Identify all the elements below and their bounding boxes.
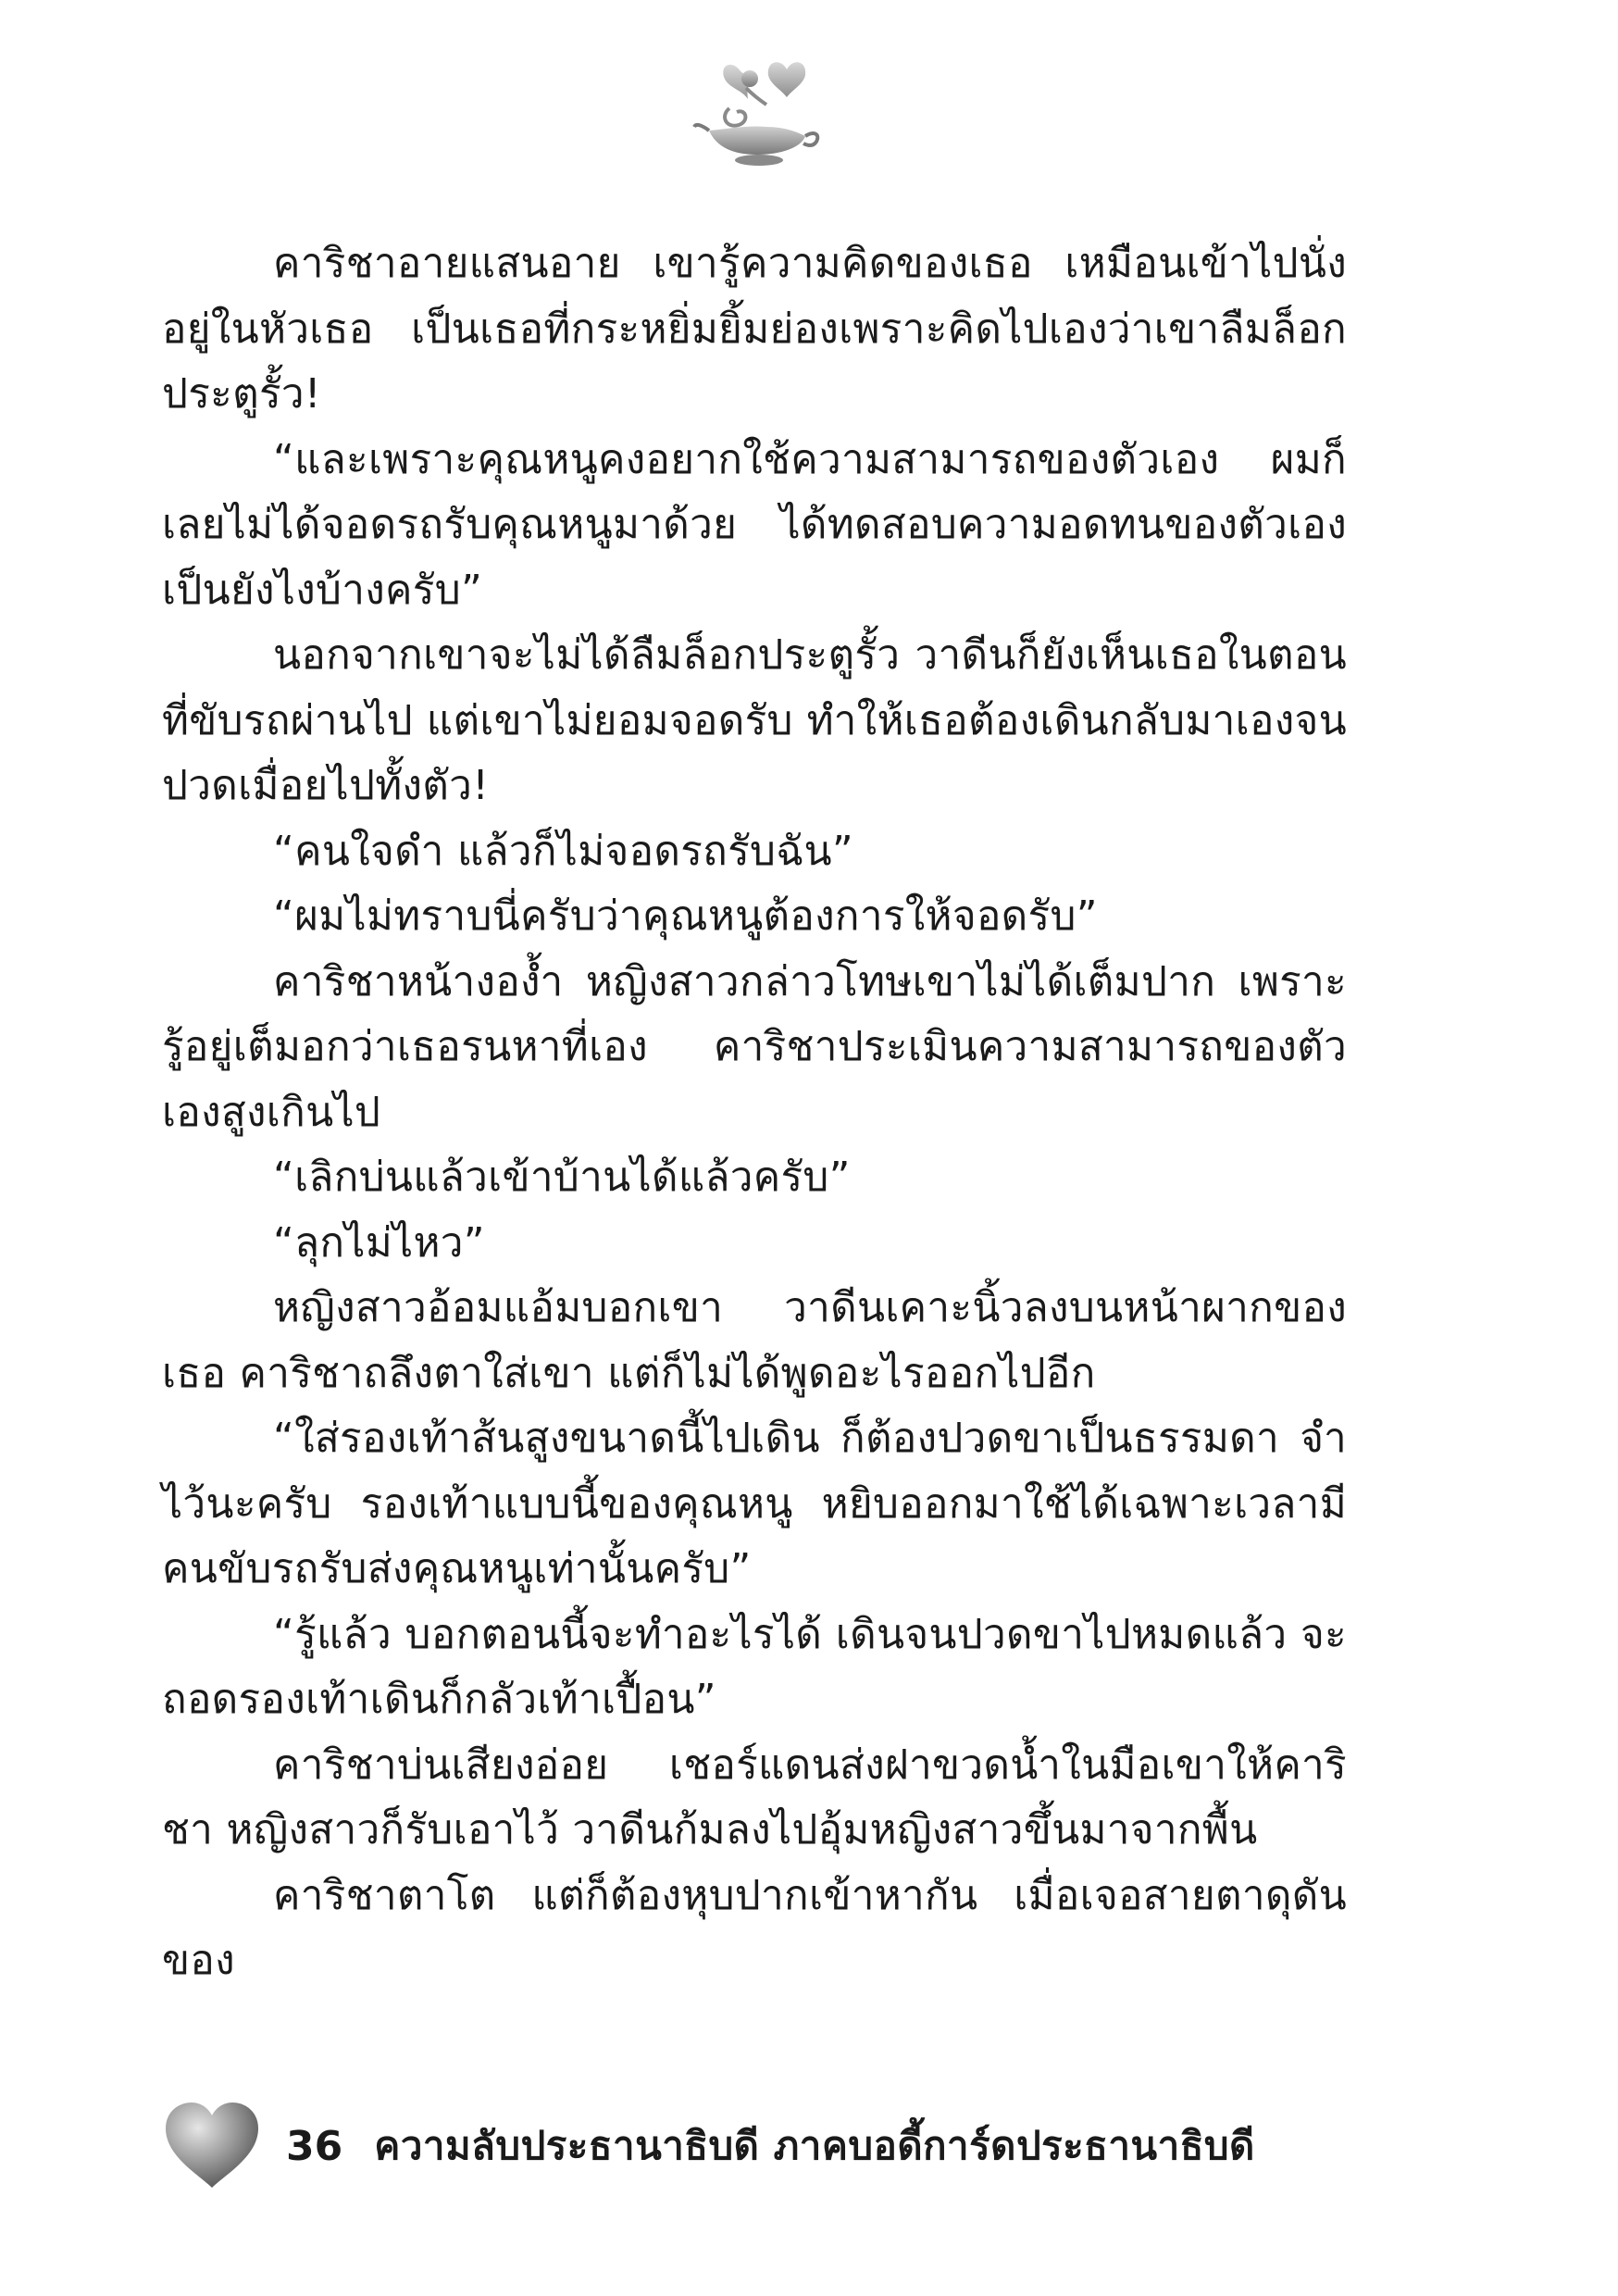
body-text [162, 231, 1347, 1994]
paragraph: คาริชาตาโต แต่ก็ต้องหุบปากเข้าหากัน เมื่อเจอสายตาดุดันของ [162, 1871, 1347, 1984]
paragraph: คาริชาบ่นเสียงอ่อย เชอร์แดนส่งฝาขวดน้ำในมือเขาให้คาริชา หญิงสาวก็รับเอาไว้ วาดีนก้มลงไปอุ้มหญิงสาวขึ้นมาจากพื้น [162, 1741, 1347, 1853]
paragraph: “ใส่รองเท้าส้นสูงขนาดนี้ไปเดิน ก็ต้องปวดขาเป็นธรรมดา จำไว้นะครับ รองเท้าแบบนี้ของคุณหนู หยิบออกมาใช้ได้เฉพาะเวลามีคนขับรถรับส่งคุณหนูเท่านั้นครับ” [162, 1415, 1347, 1592]
paragraph: “ลุกไม่ไหว” [273, 1218, 485, 1267]
paragraph: คาริชาอายแสนอาย เขารู้ความคิดของเธอ เหมือนเข้าไปนั่งอยู่ในหัวเธอ เป็นเธอที่กระหยิ่มยิ้มย่องเพราะคิดไปเองว่าเขาลืมล็อกประตูรั้ว! [162, 240, 1347, 418]
paragraph: หญิงสาวอ้อมแอ้มบอกเขา วาดีนเคาะนิ้วลงบนหน้าผากของเธอ คาริชาถลึงตาใส่เขา แต่ก็ไม่ได้พูดอะไรออกไปอีก [162, 1284, 1347, 1397]
paragraph: คาริชาหน้างอง้ำ หญิงสาวกล่าวโทษเขาไม่ได้เต็มปาก เพราะรู้อยู่เต็มอกว่าเธอรนหาที่เอง คาริชาประเมินความสามารถของตัวเองสูงเกินไป [162, 957, 1347, 1136]
paragraph: “ผมไม่ทราบนี่ครับว่าคุณหนูต้องการให้จอดรับ” [273, 892, 1098, 940]
book-title: ความลับประธานาธิบดี ภาคบอดี้การ์ดประธานาธิบดี [374, 2123, 1255, 2168]
paragraph: “คนใจดำ แล้วก็ไม่จอดรถรับฉัน” [273, 827, 854, 875]
paragraph: “รู้แล้ว บอกตอนนี้จะทำอะไรได้ เดินจนปวดขาไปหมดแล้ว จะถอดรองเท้าเดินก็กลัวเท้าเปื้อน” [162, 1610, 1347, 1723]
page-footer [162, 2100, 1255, 2192]
page-number: 36 [286, 2122, 343, 2170]
heart-icon [162, 2101, 262, 2191]
paragraph: นอกจากเขาจะไม่ได้ลืมล็อกประตูรั้ว วาดีนก็ยังเห็นเธอในตอนที่ขับรถผ่านไป แต่เขาไม่ยอมจอดรับ ทำให้เธอต้องเดินกลับมาเองจนปวดเมื่อยไปทั้งตัว! [162, 631, 1347, 809]
cupid-teapot-ornament-icon [692, 51, 822, 171]
paragraph: “เลิกบ่นแล้วเข้าบ้านได้แล้วครับ” [273, 1154, 851, 1201]
paragraph: “และเพราะคุณหนูคงอยากใช้ความสามารถของตัวเอง ผมก็เลยไม่ได้จอดรถรับคุณหนูมาด้วย ได้ทดสอบความอดทนของตัวเอง เป็นยังไงบ้างครับ” [162, 435, 1347, 614]
